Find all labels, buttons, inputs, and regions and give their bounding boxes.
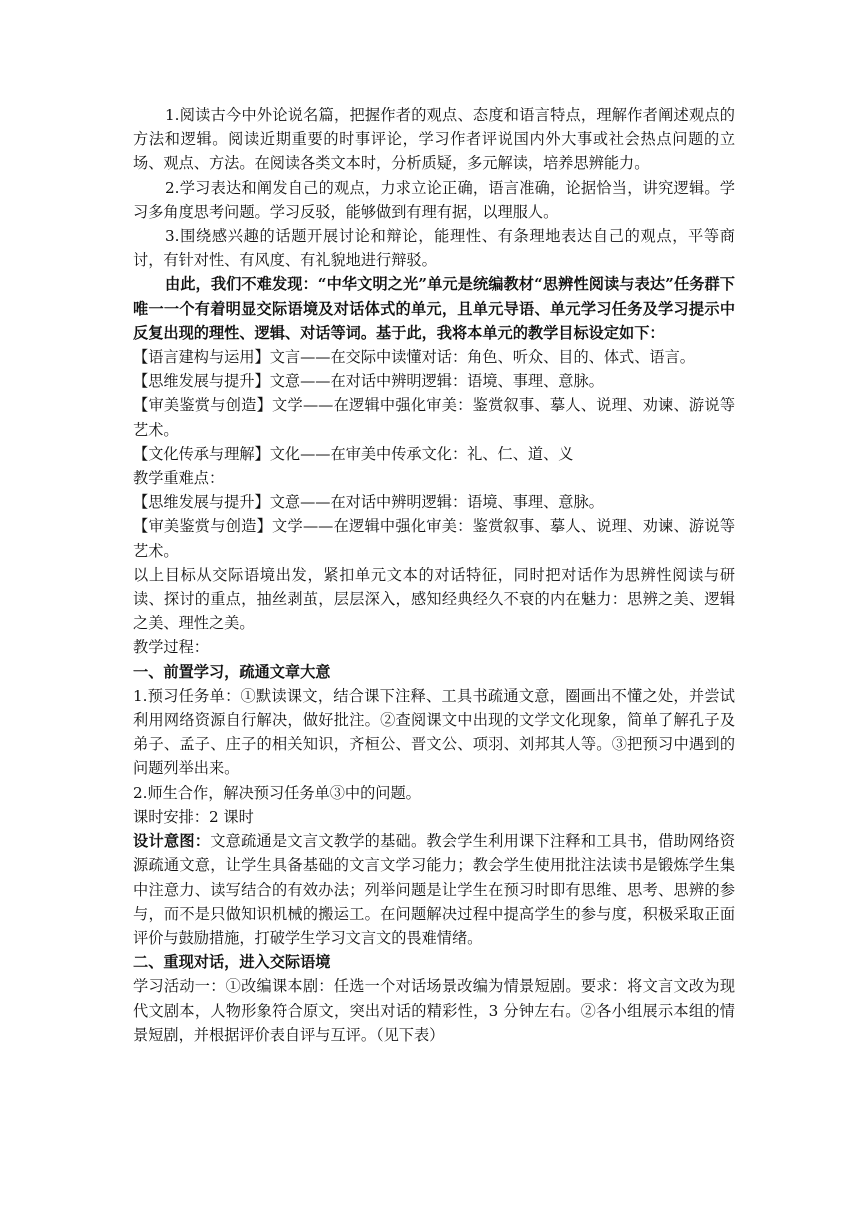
goal-paragraph-2: 2.学习表达和阐发自己的观点，力求立论正确，语言准确，论据恰当，讲究逻辑。学习多角度思考问题。学习反驳，能够做到有理有据，以理服人。 — [133, 178, 735, 221]
goal-paragraph-1: 1.阅读古今中外论说名篇，把握作者的观点、态度和语言特点，理解作者阐述观点的方法和逻辑。阅读近期重要的时事评论，学习作者评说国内外大事或社会热点问题的立场、观点、方法。在阅读各类文本时，分析质疑，多元解读，培养思辨能力。 — [133, 106, 735, 173]
design-intent-label: 设计意图： — [133, 832, 211, 851]
objective-language: 【语言建构与运用】文言——在交际中读懂对话：角色、听众、目的、体式、语言。 — [133, 348, 695, 367]
objective-thinking: 【思维发展与提升】文意——在对话中辨明逻辑：语境、事理、意脉。 — [133, 372, 604, 391]
section-2-activity-1: 学习活动一：①改编课本剧：任选一个对话场景改编为情景短剧。要求：将文言文改为现代文剧本，人物形象符合原文，突出对话的精彩性，3 分钟左右。②各小组展示本组的情景短剧，并根据评价表自评与互评。（见下表） — [133, 977, 735, 1044]
section-1-title: 一、前置学习，疏通文章大意 — [133, 662, 331, 681]
section-1-item-1: 1.预习任务单：①默读课文，结合课下注释、工具书疏通文意，圈画出不懂之处，并尝试利用网络资源自行解决，做好批注。②查阅课文中出现的文学文化现象，简单了解孔子及弟子、孟子、庄子的相关知识，齐桓公、晋文公、项羽、刘邦其人等。③把预习中遇到的问题列举出来。 — [133, 686, 735, 778]
section-1-item-2: 2.师生合作，解决预习任务单③中的问题。 — [133, 783, 421, 802]
design-intent-text: 文意疏通是文言文教学的基础。教会学生利用课下注释和工具书，借助网络资源疏通文意，让学生具备基础的文言文学习能力；教会学生使用批注法读书是锻炼学生集中注意力、读写结合的有效办法；列举问题是让学生在预习时即有思维、思考、思辨的参与，而不是只做知识机械的搬运工。在问题解决过程中提高学生的参与度，积极采取正面评价与鼓励措施，打破学生学习文言文的畏难情绪。 — [133, 832, 736, 947]
key-points-heading: 教学重难点： — [133, 469, 225, 488]
objective-aesthetic: 【审美鉴赏与创造】文学——在逻辑中强化审美：鉴赏叙事、摹人、说理、劝谏、游说等艺术。 — [133, 396, 735, 439]
summary-paragraph: 以上目标从交际语境出发，紧扣单元文本的对话特征，同时把对话作为思辨性阅读与研读、探讨的重点，抽丝剥茧，层层深入，感知经典经久不衰的内在魅力：思辨之美、逻辑之美、理性之美。 — [133, 565, 735, 633]
objective-culture: 【文化传承与理解】文化——在审美中传承文化：礼、仁、道、义 — [133, 444, 574, 463]
section-1-schedule: 课时安排：2 课时 — [133, 807, 254, 826]
section-1-design-intent — [133, 829, 735, 950]
process-heading: 教学过程： — [133, 638, 209, 657]
section-2-title: 二、重现对话，进入交际语境 — [133, 953, 331, 972]
goal-paragraph-3: 3.围绕感兴趣的话题开展讨论和辩论，能理性、有条理地表达自己的观点，平等商讨，有针对性、有风度、有礼貌地进行辩驳。 — [133, 227, 735, 270]
key-point-aesthetic: 【审美鉴赏与创造】文学——在逻辑中强化审美：鉴赏叙事、摹人、说理、劝谏、游说等艺术。 — [133, 517, 735, 560]
conclusion-paragraph: 由此，我们不难发现：“中华文明之光”单元是统编教材“思辨性阅读与表达”任务群下唯一一个有着明显交际语境及对话体式的单元，且单元导语、单元学习任务及学习提示中反复出现的理性、逻辑、对话等词。基于此，我将本单元的教学目标设定如下： — [133, 275, 735, 342]
key-point-thinking: 【思维发展与提升】文意——在对话中辨明逻辑：语境、事理、意脉。 — [133, 493, 604, 512]
